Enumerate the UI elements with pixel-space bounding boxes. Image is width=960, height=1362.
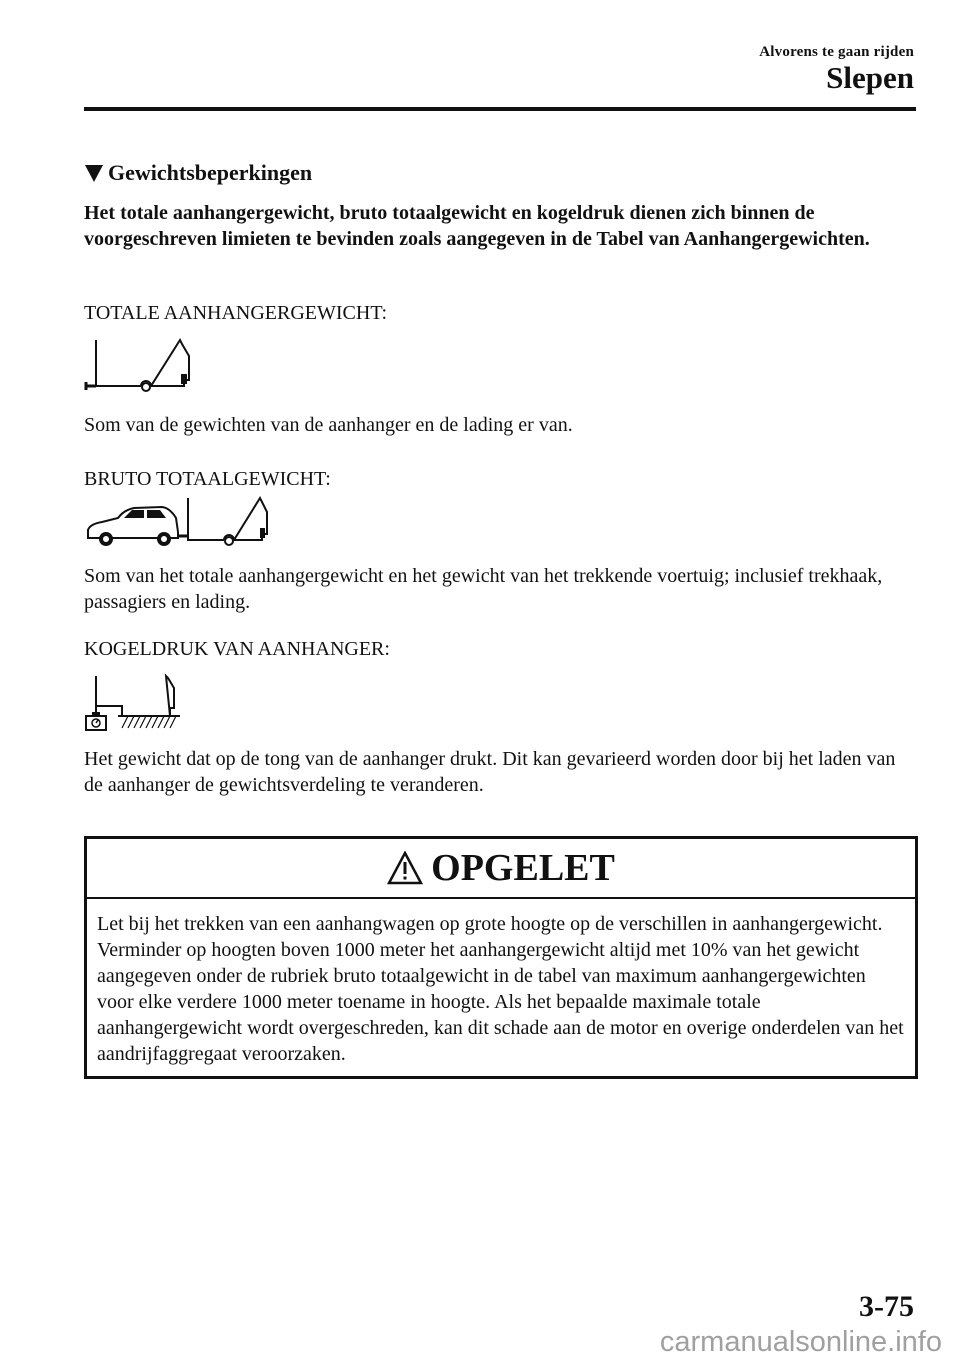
definition-term: TOTALE AANHANGERGEWICHT: (84, 302, 388, 324)
definition-description: Het gewicht dat op de tong van de aanhanger drukt. Dit kan gevarieerd worden door bij het laden van de aanhanger de gewichtsverdeling te veranderen. (84, 748, 896, 796)
section-heading-text: Gewichtsbeperkingen (108, 160, 313, 185)
trailer-icon (84, 336, 199, 396)
page-title: Slepen (826, 60, 914, 95)
section-heading (84, 160, 312, 186)
definition-term: BRUTO TOTAALGEWICHT: (84, 468, 331, 490)
page-number: 3-75 (859, 1290, 914, 1323)
caution-text: Let bij het trekken van een aanhangwagen op grote hoogte op de verschillen in aanhangergewicht. Verminder op hoogten boven 1000 meter het aanhangergewicht altijd met 10% van het gewicht aangegeven onder de rubriek bruto totaalgewicht in de tabel van maximum aanhangergewichten voor elke verdere 1000 meter toename in hoogte. Als het bepaalde maximale totale aanhangergewicht wordt overgeschreden, kan dit schade aan de motor en overige onderdelen van het aandrijfaggregaat veroorzaken. (97, 913, 904, 1065)
car-with-trailer-icon (84, 494, 274, 554)
triangle-bullet-icon (84, 163, 104, 183)
caution-box (84, 836, 918, 1079)
definition-term: KOGELDRUK VAN AANHANGER: (84, 638, 390, 660)
header-divider (84, 107, 916, 111)
watermark: carmanualsonline.info (659, 1326, 942, 1358)
tongue-weight-scale-icon (84, 672, 184, 734)
definition-description: Som van de gewichten van de aanhanger en de lading er van. (84, 414, 573, 436)
caution-header (87, 839, 915, 899)
caution-label: OPGELET (431, 847, 615, 889)
definition-description: Som van het totale aanhangergewicht en het gewicht van het trekkende voertuig; inclusief trekhaak, passagiers en lading. (84, 565, 883, 613)
intro-paragraph: Het totale aanhangergewicht, bruto totaalgewicht en kogeldruk dienen zich binnen de voorgeschreven limieten te bevinden zoals aangegeven in de Tabel van Aanhangergewichten. (84, 202, 870, 250)
chapter-title: Alvorens te gaan rijden (759, 44, 914, 60)
warning-triangle-icon (387, 851, 423, 885)
